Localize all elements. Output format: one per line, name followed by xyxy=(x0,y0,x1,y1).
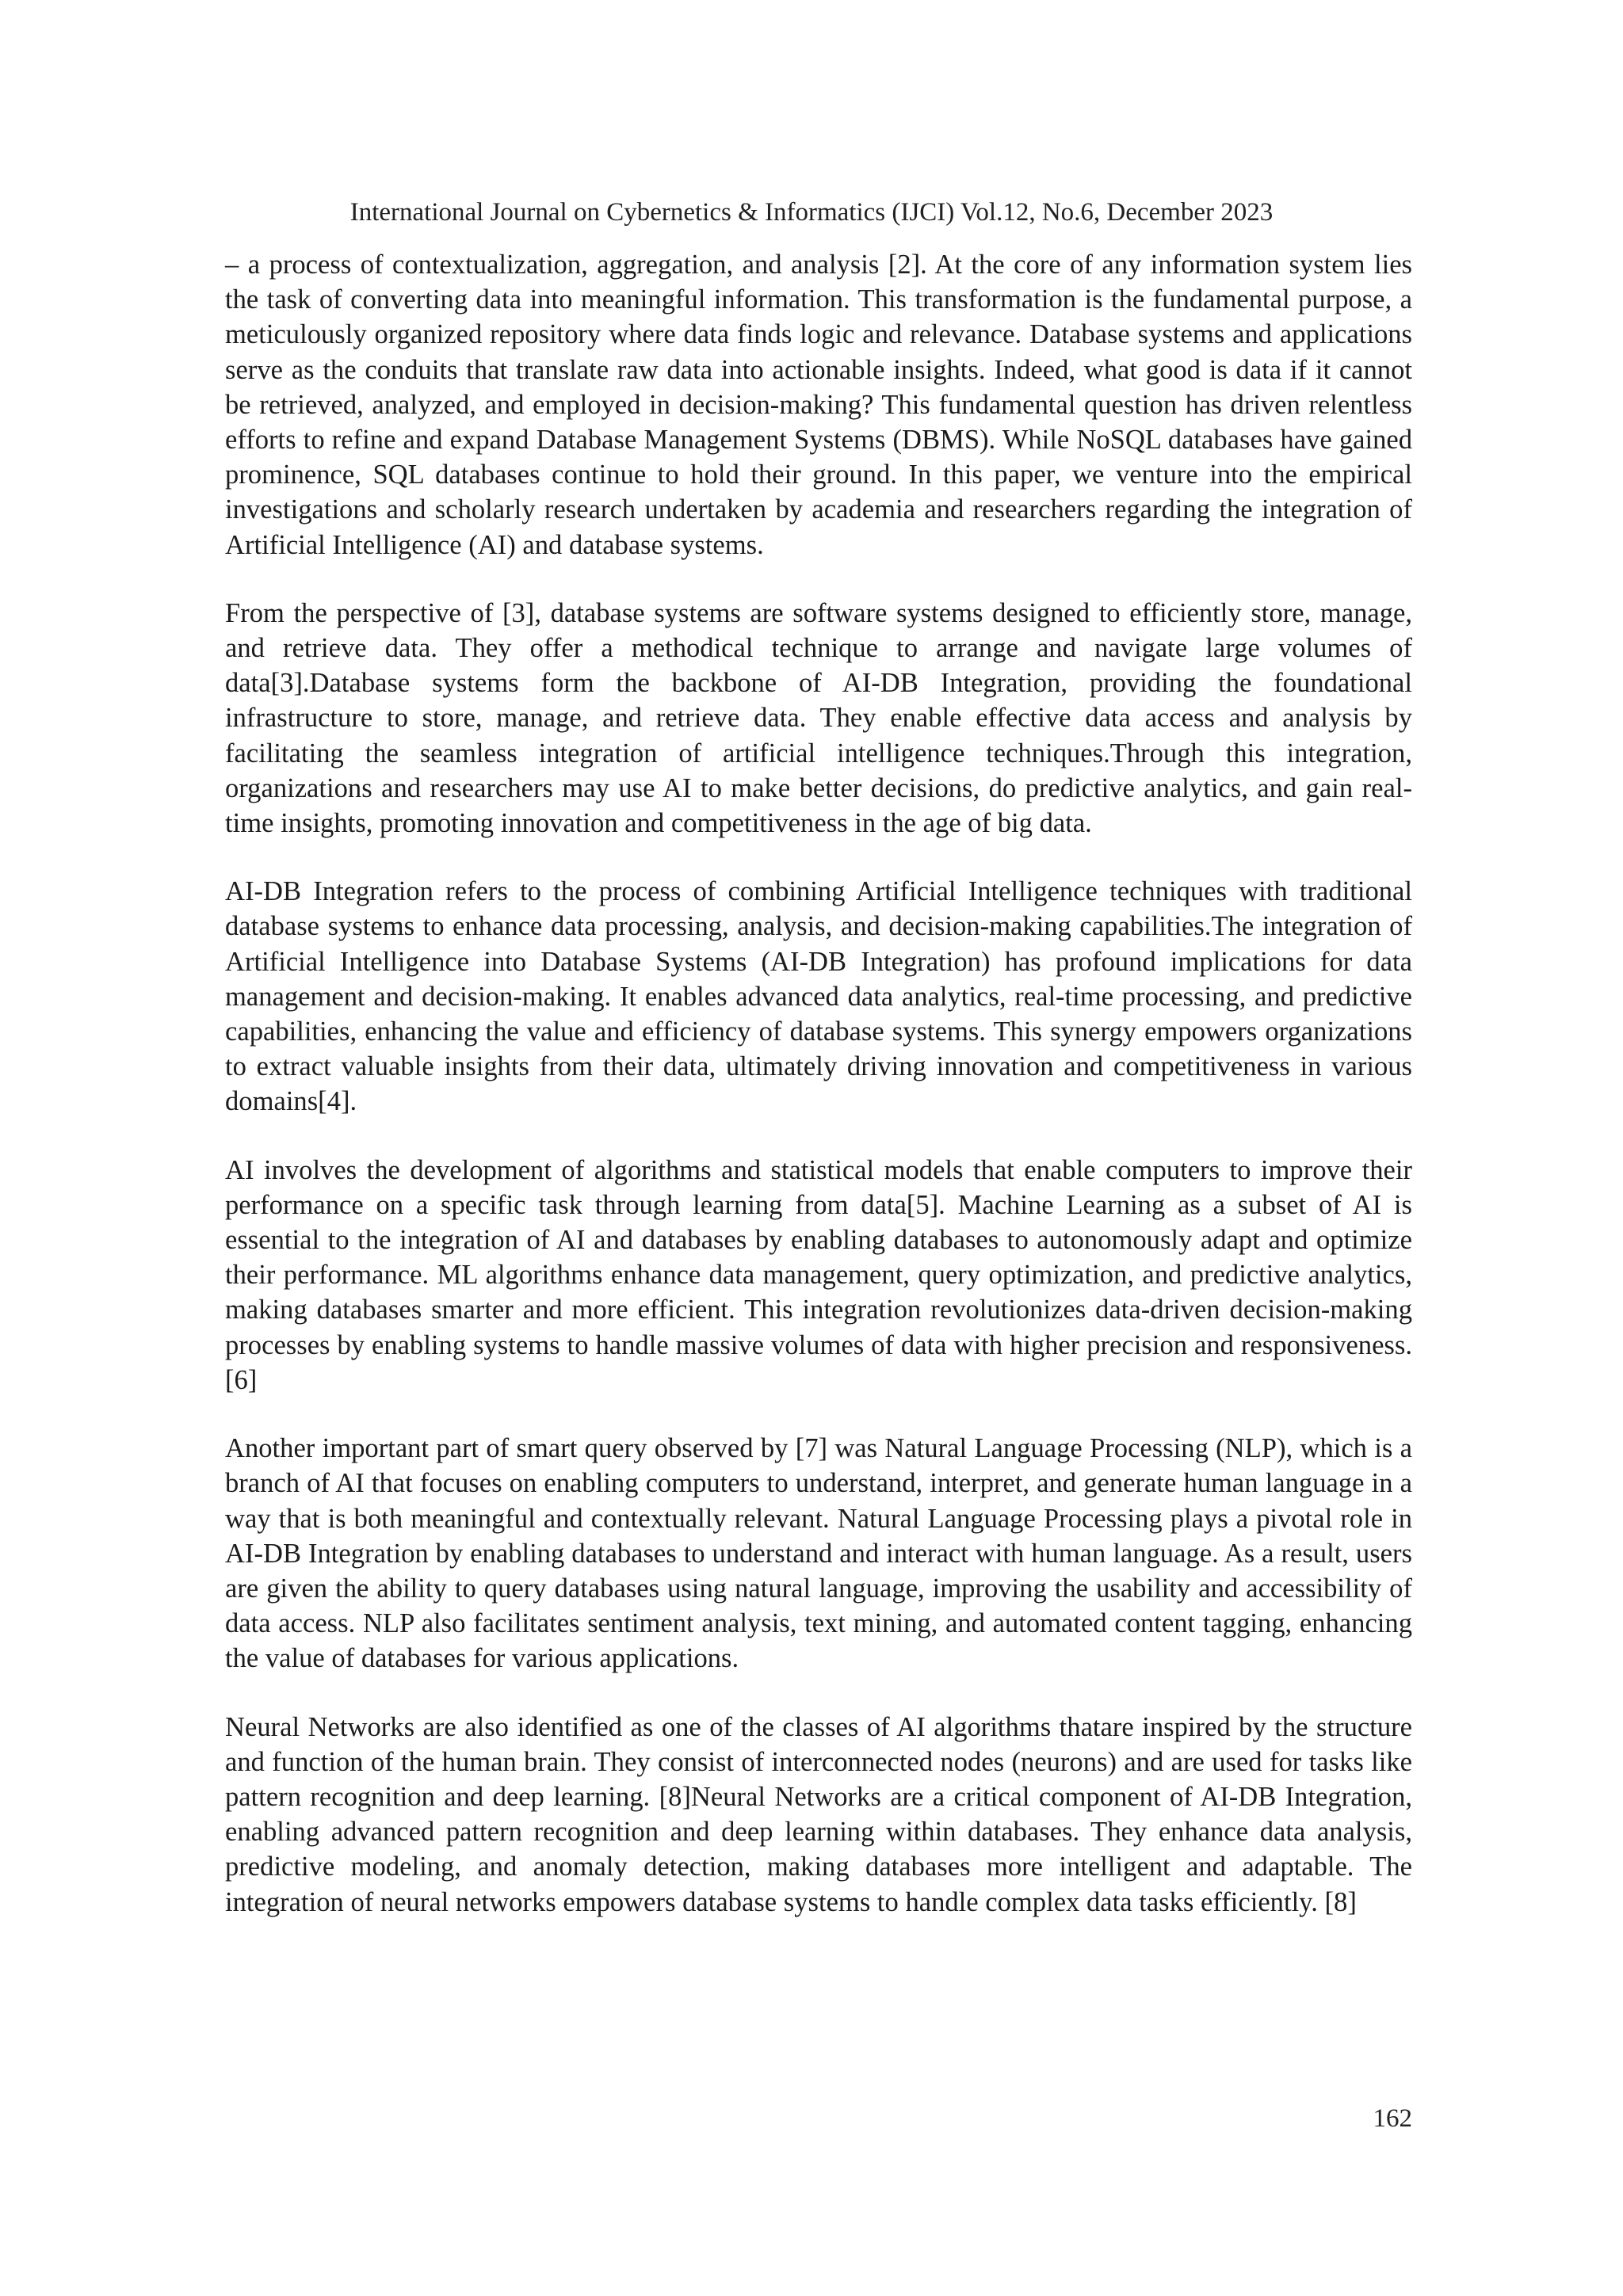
paragraph-4: AI involves the development of algorithms and statistical models that enable computers to improve their performance on a specific task through learning from data[5]. Machine Learning as a subset of AI is essential to the integration of AI and databases by enabling databases to autonomously adapt and optimize their performance. ML algorithms enhance data management, query optimization, and predictive analytics, making databases smarter and more efficient. This integration revolutionizes data-driven decision-making processes by enabling systems to handle massive volumes of data with higher precision and responsiveness. [6] xyxy=(225,1154,1412,1395)
page-number: 162 xyxy=(1373,2104,1412,2133)
body-text xyxy=(225,247,1412,1953)
paragraph-1: – a process of contextualization, aggregation, and analysis [2]. At the core of any information system lies the task of converting data into meaningful information. This transformation is the fundamental purpose, a meticulously organized repository where data finds logic and relevance. Database systems and applications serve as the conduits that translate raw data into actionable insights. Indeed, what good is data if it cannot be retrieved, analyzed, and employed in decision-making? This fundamental question has driven relentless efforts to refine and expand Database Management Systems (DBMS). While NoSQL databases have gained prominence, SQL databases continue to hold their ground. In this paper, we venture into the empirical investigations and scholarly research undertaken by academia and researchers regarding the integration of Artificial Intelligence (AI) and database systems. xyxy=(225,250,1412,560)
paragraph-3: AI-DB Integration refers to the process of combining Artificial Intelligence techniques with traditional database systems to enhance data processing, analysis, and decision-making capabilities.The integration of Artificial Intelligence into Database Systems (AI-DB Integration) has profound implications for data management and decision-making. It enables advanced data analytics, real-time processing, and predictive capabilities, enhancing the value and efficiency of database systems. This synergy empowers organizations to extract valuable insights from their data, ultimately driving innovation and competitiveness in various domains[4]. xyxy=(225,876,1412,1117)
paragraph-5: Another important part of smart query observed by [7] was Natural Language Processing (NLP), which is a branch of AI that focuses on enabling computers to understand, interpret, and generate human language in a way that is both meaningful and contextually relevant. Natural Language Processing plays a pivotal role in AI-DB Integration by enabling databases to understand and interact with human language. As a result, users are given the ability to query databases using natural language, improving the usability and accessibility of data access. NLP also facilitates sentiment analysis, text mining, and automated content tagging, enhancing the value of databases for various applications. xyxy=(225,1433,1412,1674)
paragraph-6: Neural Networks are also identified as one of the classes of AI algorithms thatare inspired by the structure and function of the human brain. They consist of interconnected nodes (neurons) and are used for tasks like pattern recognition and deep learning. [8]Neural Networks are a critical component of AI-DB Integration, enabling advanced pattern recognition and deep learning within databases. They enhance data analysis, predictive modeling, and anomaly detection, making databases more intelligent and adaptable. The integration of neural networks empowers database systems to handle complex data tasks efficiently. [8] xyxy=(225,1711,1412,1917)
running-header: International Journal on Cybernetics & Informatics (IJCI) Vol.12, No.6, December 2023 xyxy=(349,198,1274,227)
paragraph-2: From the perspective of [3], database systems are software systems designed to efficiently store, manage, and retrieve data. They offer a methodical technique to arrange and navigate large volumes of data[3].Database systems form the backbone of AI-DB Integration, providing the foundational infrastructure to store, manage, and retrieve data. They enable effective data access and analysis by facilitating the seamless integration of artificial intelligence techniques.Through this integration, organizations and researchers may use AI to make better decisions, do predictive analytics, and gain real-time insights, promoting innovation and competitiveness in the age of big data. xyxy=(225,597,1412,839)
